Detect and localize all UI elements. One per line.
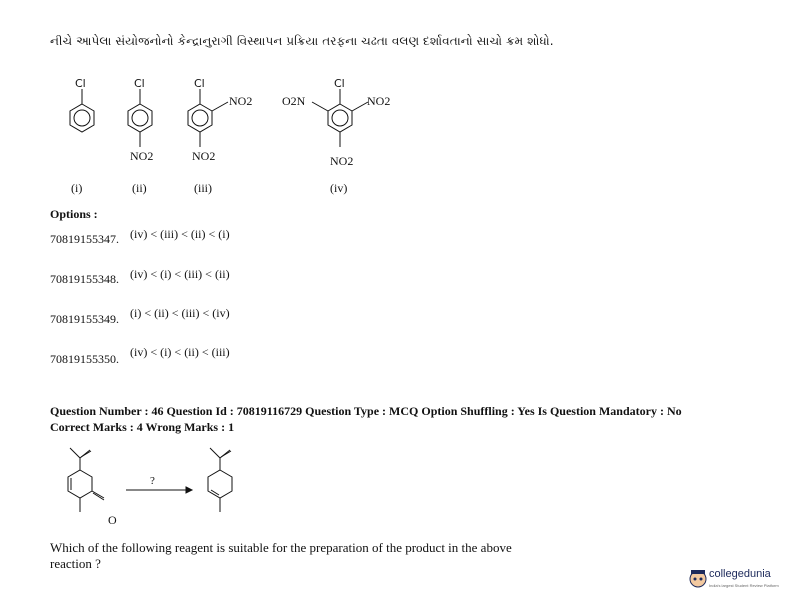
question-meta-line1: Question Number : 46 Question Id : 70819116729 Question Type : MCQ Option Shuffling : Yes Is Question Mandatory : No [50, 404, 682, 418]
molecule-i-ring [70, 89, 94, 132]
cl-label-ii: Cl [134, 77, 145, 90]
reactant-structure [68, 448, 104, 512]
molecule-label-iii: (iii) [194, 181, 212, 195]
molecule-label-i: (i) [71, 181, 83, 195]
molecule-label-iv: (iv) [330, 181, 348, 195]
option-id-1: 70819155347. [50, 232, 119, 246]
no2-label-ii: NO2 [130, 149, 154, 163]
cl-label-iv: Cl [334, 77, 345, 90]
cl-label-iii: Cl [194, 77, 205, 90]
product-structure [208, 448, 232, 512]
options-heading: Options : [50, 207, 98, 221]
option-id-4: 70819155350. [50, 352, 119, 366]
no2-label-iii-bottom: NO2 [192, 149, 216, 163]
option-text-4: (iv) < (i) < (ii) < (iii) [130, 345, 230, 359]
molecule-structures [40, 62, 460, 172]
option-text-2: (iv) < (i) < (iii) < (ii) [130, 267, 230, 281]
question-intro: નીચે આપેલા સંયોજનોનો કેન્દ્રાનુરાગી વિસ્થાપન પ્રક્રિયા તરફના ચઢતા વલણ દર્શાવતાનો સાચો ક્રમ શોધો. [50, 34, 554, 48]
reaction-atom-o: O [108, 513, 117, 527]
cl-label-i: Cl [75, 77, 86, 90]
molecule-label-ii: (ii) [132, 181, 147, 195]
molecule-ii-ring [128, 89, 152, 147]
logo-name: collegedunia [709, 568, 771, 580]
option-id-3: 70819155349. [50, 312, 119, 326]
no2-label-iv-bottom: NO2 [330, 154, 354, 168]
logo-tagline: India's largest Student Review Platform [709, 583, 779, 588]
molecule-iv-ring [312, 89, 368, 147]
molecule-iii-ring [188, 89, 228, 147]
question-meta-line2: Correct Marks : 4 Wrong Marks : 1 [50, 420, 235, 434]
question-stem-line1: Which of the following reagent is suitable for the preparation of the product in the above [50, 540, 512, 555]
option-id-2: 70819155348. [50, 272, 119, 286]
option-text-1: (iv) < (iii) < (ii) < (i) [130, 227, 230, 241]
o2n-label-iv: O2N [282, 94, 306, 108]
question-stem-line2: reaction ? [50, 556, 101, 571]
no2-label-iv-side: NO2 [367, 94, 391, 108]
no2-label-iii-side: NO2 [229, 94, 253, 108]
reaction-scheme [40, 440, 280, 530]
option-text-3: (i) < (ii) < (iii) < (iv) [130, 306, 230, 320]
reaction-reagent-label: ? [150, 475, 155, 487]
